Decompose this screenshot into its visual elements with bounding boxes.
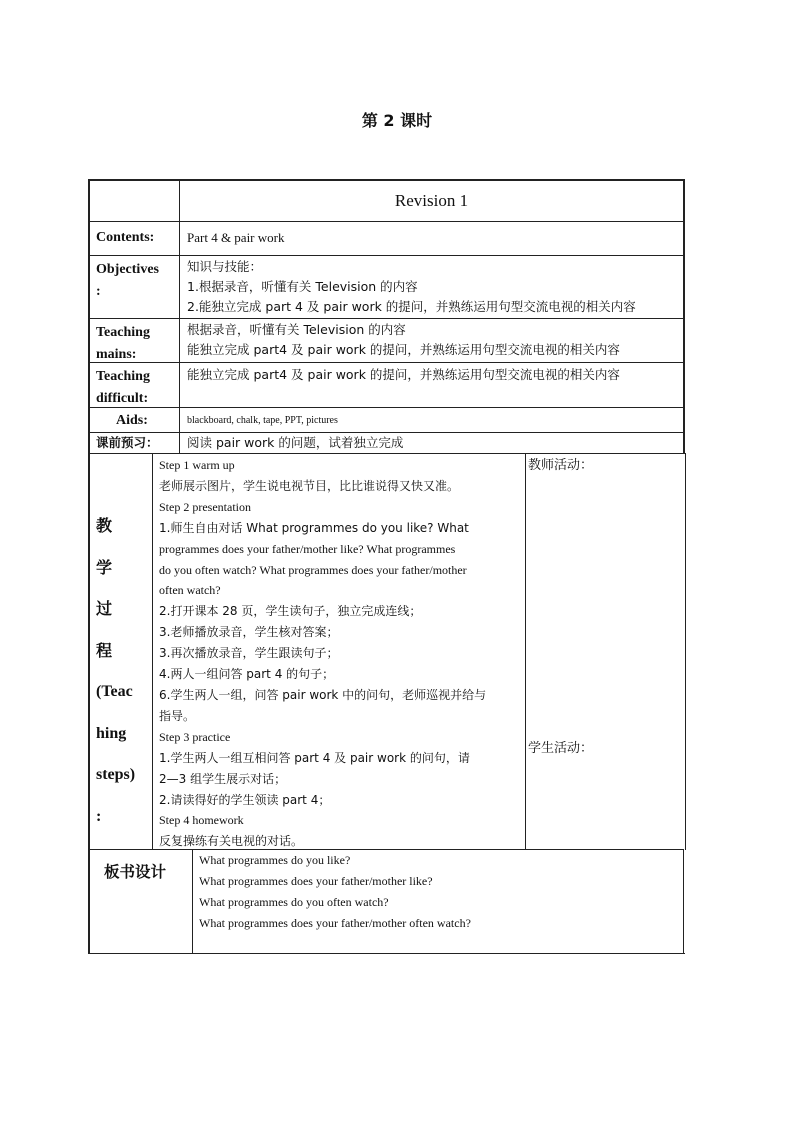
table-border-right-upper — [683, 179, 685, 454]
teaching-mains-label-line: mains: — [96, 347, 137, 362]
row-line — [90, 407, 683, 408]
teaching-difficult-label — [96, 366, 150, 410]
table-border-bottom — [88, 953, 685, 954]
step-line: 指导。 — [159, 708, 196, 723]
step-line: 2—3 组学生展示对话； — [159, 771, 287, 786]
teaching-mains-line: 能独立完成 part4 及 pair work 的提问，并熟练运用句型交流电视的相关内容 — [187, 342, 620, 357]
board-design-text — [199, 850, 471, 934]
table-border-right-lower — [683, 849, 684, 953]
teaching-steps-label-char: 过 — [96, 599, 113, 618]
board-line: What programmes do you often watch? — [199, 895, 389, 909]
lesson-title: Revision 1 — [394, 191, 469, 210]
contents-label: Contents: — [96, 230, 155, 245]
steps-label-divider — [152, 453, 153, 850]
objectives-line: 2.能独立完成 part 4 及 pair work 的提问，并熟练运用句型交流电视的相关内容 — [187, 299, 636, 314]
step-line: Step 3 practice — [159, 729, 231, 744]
teaching-steps-label-char: (Teac — [96, 683, 133, 700]
step-line: 2.打开课本 28 页，学生读句子，独立完成连线； — [159, 604, 422, 619]
board-line: What programmes does your father/mother often watch? — [199, 916, 471, 930]
objectives-label-line: : — [96, 284, 101, 299]
table-border-right-mid — [685, 453, 686, 850]
aids-value: blackboard, chalk, tape, PPT, pictures — [187, 415, 338, 426]
teaching-steps-label-char: 教 — [96, 516, 113, 535]
objectives-label-line: Objectives — [96, 262, 159, 277]
teaching-difficult-text: 能独立完成 part4 及 pair work 的提问，并熟练运用句型交流电视的相关内容 — [187, 367, 620, 382]
row-line — [90, 318, 683, 319]
row-line — [90, 221, 683, 222]
table-border-left — [88, 179, 90, 953]
step-line: often watch? — [159, 583, 221, 598]
teaching-steps-label — [96, 505, 140, 837]
teaching-difficult-label-line: difficult: — [96, 391, 149, 406]
step-line: Step 1 warm up — [159, 458, 235, 472]
objectives-line: 1.根据录音，听懂有关 Television 的内容 — [187, 279, 418, 294]
page-title: 第 2 课时 — [361, 111, 433, 130]
step-line: programmes does your father/mother like? What programmes — [159, 541, 456, 556]
step-line: 1.师生自由对话 What programmes do you like? What — [159, 520, 469, 535]
objectives-line: 知识与技能： — [187, 259, 263, 274]
step-line: Step 4 homework — [159, 813, 244, 828]
table-border-top — [88, 179, 685, 181]
step-line: 反复操练有关电视的对话。 — [159, 834, 304, 849]
row-line — [90, 453, 686, 454]
teaching-steps-label-char: 程 — [96, 640, 113, 660]
board-line: What programmes do you like? — [199, 853, 351, 867]
student-activity-label: 学生活动： — [528, 741, 594, 756]
teaching-steps-label-char: : — [96, 807, 102, 825]
step-line: 4.两人一组问答 part 4 的句子； — [159, 667, 335, 682]
teaching-steps-label-char: 学 — [96, 557, 113, 577]
row-line — [90, 362, 683, 363]
activity-column-divider — [525, 453, 526, 850]
teaching-steps-label-char: hing — [96, 724, 127, 742]
preview-value: 阅读 pair work 的问题，试着独立完成 — [187, 435, 404, 450]
step-line: 老师展示图片，学生说电视节目，比比谁说得又快又准。 — [159, 478, 460, 493]
teaching-mains-line: 根据录音，听懂有关 Television 的内容 — [187, 322, 406, 337]
step-line: do you often watch? What programmes does your father/mother — [159, 562, 467, 577]
step-line: 6.学生两人一组，问答 pair work 中的问句，老师巡视并给与 — [159, 687, 487, 702]
preview-label: 课前预习： — [96, 435, 159, 450]
board-design-label: 板书设计 — [104, 863, 167, 881]
objectives-text — [187, 257, 636, 317]
teaching-steps-label-char: steps) — [96, 766, 136, 783]
step-line: 2.请读得好的学生领读 part 4； — [159, 792, 331, 807]
board-label-divider — [192, 849, 193, 953]
step-line: 3.老师播放录音，学生核对答案； — [159, 625, 339, 640]
teaching-mains-label-line: Teaching — [96, 325, 150, 340]
teaching-difficult-label-line: Teaching — [96, 369, 150, 384]
step-line: 3.再次播放录音，学生跟读句子； — [159, 646, 339, 661]
teaching-mains-text — [187, 320, 620, 360]
objectives-label — [96, 259, 159, 303]
board-line: What programmes does your father/mother like? — [199, 874, 433, 888]
teaching-mains-label — [96, 322, 150, 366]
contents-value: Part 4 & pair work — [187, 230, 285, 245]
teacher-activity-label: 教师活动： — [528, 458, 594, 473]
step-line: Step 2 presentation — [159, 499, 251, 514]
aids-label: Aids: — [116, 413, 148, 428]
step-line: 1.学生两人一组互相问答 part 4 及 pair work 的问句，请 — [159, 750, 470, 765]
teaching-steps-text — [159, 455, 523, 852]
row-line — [90, 255, 683, 256]
